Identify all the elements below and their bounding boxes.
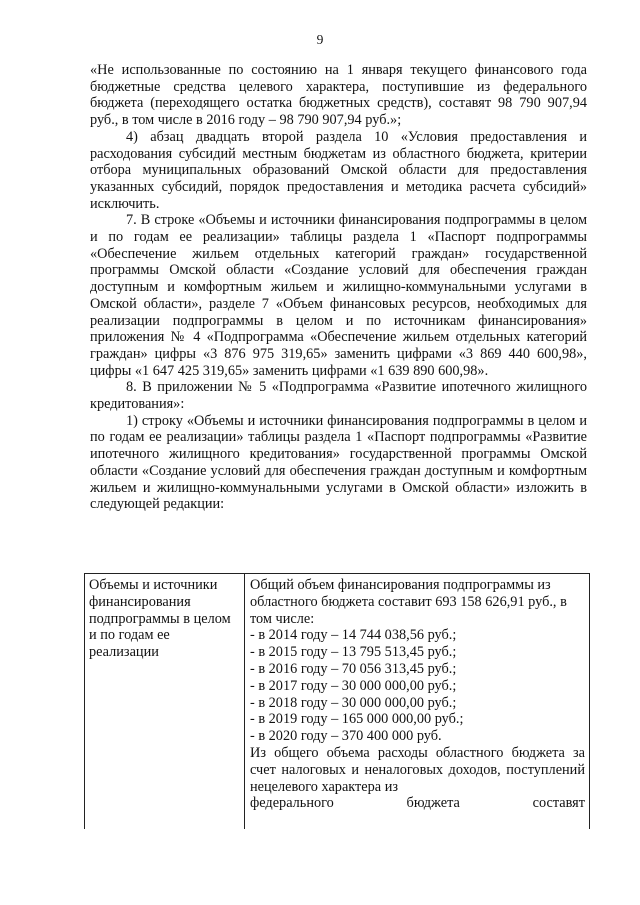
- year-line-2016: - в 2016 году – 70 056 313,45 руб.;: [250, 660, 457, 677]
- year-line-2015: - в 2015 году – 13 795 513,45 руб.;: [250, 644, 457, 661]
- paragraph-item-7: 7. В строке «Объемы и источники финансирования подпрограммы в целом и по годам ее реализации» таблицы раздела 1 «Паспорт подпрограммы «Обеспечение жильем отдельных категорий граждан» государственной программы Омской области «Создание условий для обеспечения граждан доступным и комфортным жильем и жилищно-коммунальными услугами в Омской области», разделе 7 «Объем финансовых ресурсов, необходимых для реализации подпрограммы в целом и по источникам финансирования» приложения № 4 «Подпрограмма «Обеспечение жильем отдельных категорий граждан» цифры «3 876 975 319,65» заменить цифрами «3 869 440 600,98», цифры «1 647 425 319,65» заменить цифрами «1 639 890 600,98».: [90, 212, 587, 379]
- table-row-label: Объемы и источники финансирования подпрограммы в целом и по годам ее реализации: [85, 574, 245, 829]
- financing-outro-end: федерального бюджета составят: [250, 795, 585, 812]
- table-row-content: [245, 574, 589, 829]
- document-body: [90, 62, 587, 513]
- financing-outro: Из общего объема расходы областного бюджета за счет налоговых и неналоговых доходов, поступлений нецелевого характера из: [250, 744, 585, 795]
- year-line-2018: - в 2018 году – 30 000 000,00 руб.;: [250, 694, 457, 711]
- page-number: 9: [316, 32, 324, 47]
- year-line-2020: - в 2020 году – 370 400 000 руб.: [250, 728, 442, 745]
- year-line-2014: - в 2014 году – 14 744 038,56 руб.;: [250, 627, 457, 644]
- year-line-2017: - в 2017 году – 30 000 000,00 руб.;: [250, 677, 457, 694]
- paragraph-item-8: 8. В приложении № 5 «Подпрограмма «Развитие ипотечного жилищного кредитования»:: [90, 379, 587, 413]
- year-line-2019: - в 2019 году – 165 000 000,00 руб.;: [250, 711, 464, 728]
- financing-table: [84, 573, 590, 829]
- paragraph-quote: «Не использованные по состоянию на 1 января текущего финансового года бюджетные средства целевого характера, поступившие из федерального бюджета (переходящего остатка бюджетных средств), составят 98 790 907,94 руб., в том числе в 2016 году – 98 790 907,94 руб.»;: [90, 62, 587, 129]
- financing-intro: Общий объем финансирования подпрограммы из областного бюджета составит 693 158 626,91 руб., в том числе:: [250, 577, 567, 627]
- paragraph-item-4: 4) абзац двадцать второй раздела 10 «Условия предоставления и расходования субсидий местным бюджетам из областного бюджета, критерии отбора муниципальных образований Омской области для предоставления указанных субсидий, порядок предоставления и методика расчета субсидий» исключить.: [90, 128, 587, 212]
- paragraph-subitem-1: 1) строку «Объемы и источники финансирования подпрограммы в целом и по годам ее реализации» таблицы раздела 1 «Паспорт подпрограммы «Развитие ипотечного жилищного кредитования» государственной программы Омской области «Создание условий для обеспечения граждан доступным и комфортным жильем и жилищно-коммунальными услугами в Омской области» изложить в следующей редакции:: [90, 412, 587, 513]
